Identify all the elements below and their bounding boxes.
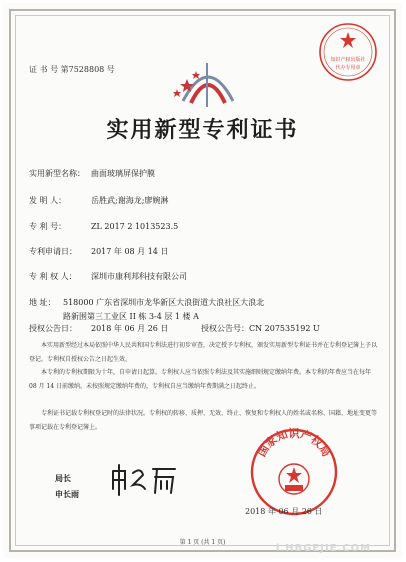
field-label: 专 利 号： [29, 222, 67, 231]
field-utility-name [29, 168, 155, 179]
svg-text:代办专用章: 代办专用章 [335, 65, 361, 71]
address-line-2: 路新围第三工业区 II 栋 3-4 层 1 楼 A [63, 312, 199, 321]
field-label: 授权公告日： [29, 324, 77, 333]
field-patent-number [29, 221, 178, 232]
field-value: ZL 2017 2 1013523.5 [91, 222, 179, 231]
director-name: 申长雨 [55, 489, 79, 499]
certificate-number: 证 书 号 第7528808 号 [29, 65, 115, 74]
cnipa-emblem-icon [163, 43, 253, 123]
svg-text:知识产权出版社: 知识产权出版社 [330, 57, 366, 63]
field-label: 实用新型名称： [29, 169, 85, 178]
field-value: 2017 年 08 月 14 日 [91, 247, 169, 256]
body-paragraph: 专利证书记载专利权登记时的法律状况。专利权的转移、质押、无效、终止、恢复和专利权人的姓名或名称、国籍、地址变更等事项记载在专利登记簿上。 [29, 410, 378, 431]
certificate-page [3, 3, 402, 558]
field-label: 地 址： [29, 298, 56, 307]
field-label: 专利申请日： [29, 247, 77, 256]
field-value: 曲面玻璃屏保护膜 [91, 169, 155, 178]
field-grant-date [29, 323, 320, 334]
field-address [29, 297, 264, 308]
agency-stamp [317, 21, 379, 83]
field-label: 发 明 人： [29, 196, 67, 205]
certificate-title: 实用新型专利证书 [106, 117, 299, 143]
svg-text:国家知识产权局 [254, 427, 333, 459]
field-inventors [29, 195, 168, 206]
page-number: 第 1 页 (共 1 页) [179, 539, 226, 546]
body-paragraph: 本实用新型经过本局依照中华人民共和国专利法进行初步审查，决定授予专利权，颁发实用新型专利证书并在专利登记簿上予以登记。专利权自授权公告之日起生效。 [29, 342, 378, 363]
stamp-date: 2018 年 06 月 26 日 [245, 507, 323, 516]
body-paragraph: 本专利的专利权期限为十年，自申请日起算。专利权人应当依照专利法及其实施细则规定缴纳年费。本专利的年费应当在每年 08 月 14 日前缴纳。未按照规定缴纳年费的，专利权自应当缴纳年费期满之日起终止。 [29, 369, 372, 390]
grant-number-label: 授权公告号： [201, 324, 249, 333]
field-value: 岳胜武;谢海龙;廖婉淋 [91, 196, 169, 205]
field-application-date [29, 246, 168, 257]
field-value: 518000 广东省深圳市龙华新区大浪街道大浪社区大浪北 [63, 298, 265, 307]
watermark: i.HBGEJIE.COM [276, 543, 372, 554]
seal-text: 国家知识产权局 [255, 427, 333, 459]
field-value: 深圳市康利邦科技有限公司 [91, 272, 187, 281]
director-title: 局长 [55, 473, 71, 483]
grant-number: CN 207535192 U [249, 324, 320, 333]
director-signature [109, 463, 179, 497]
field-label: 专 利 权 人： [29, 272, 77, 281]
field-value: 2018 年 06 月 26 日 [91, 324, 169, 333]
cnipa-seal [249, 427, 339, 517]
field-patentee [29, 271, 187, 282]
